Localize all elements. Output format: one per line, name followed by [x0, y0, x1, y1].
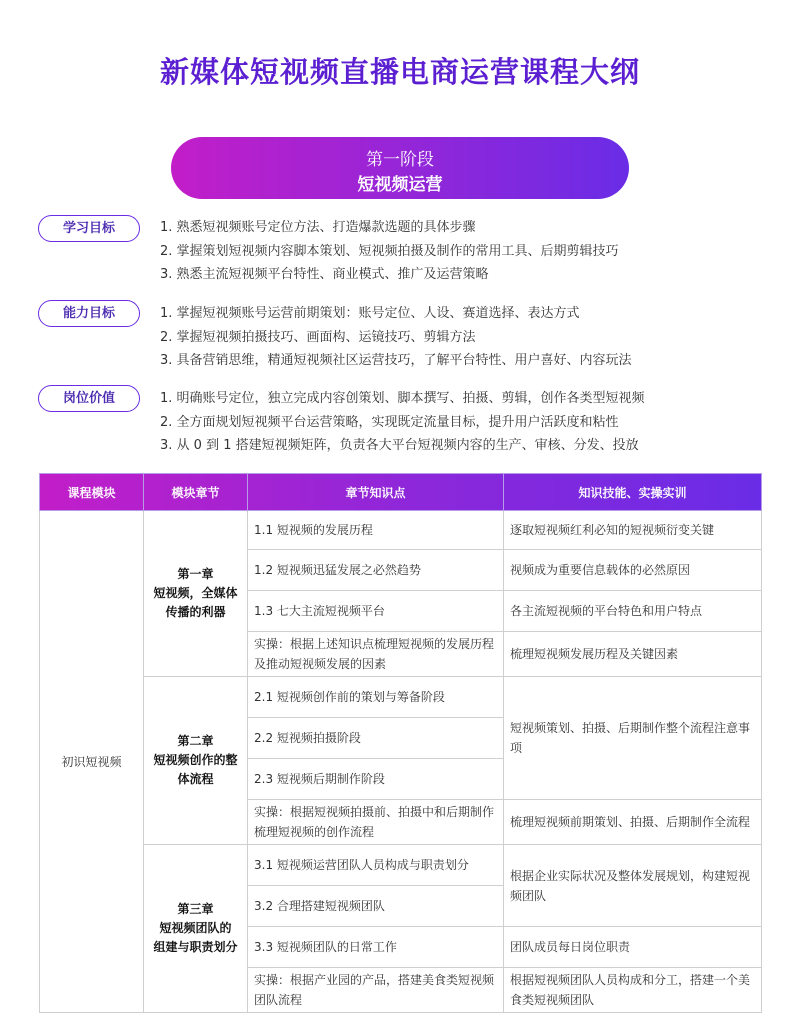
skill-cell: 短视频策划、拍摄、后期制作整个流程注意事项	[504, 677, 762, 800]
badge-ability-goals: 能力目标	[38, 300, 140, 327]
chapter-cell: 第三章 短视频团队的 组建与职责划分	[144, 845, 248, 1013]
list-item: 1. 掌握短视频账号运营前期策划：账号定位、人设、赛道选择、表达方式	[160, 306, 580, 321]
module-cell: 初识短视频	[40, 511, 144, 1013]
job-value-list	[160, 387, 645, 458]
header-chapter: 模块章节	[144, 474, 248, 511]
badge-learning-goals: 学习目标	[38, 215, 140, 242]
curriculum-table-wrapper	[39, 473, 761, 1013]
table-row	[40, 511, 762, 550]
knowledge-cell: 1.2 短视频迅猛发展之必然趋势	[248, 550, 504, 591]
table-row	[40, 845, 762, 886]
stage-banner	[171, 137, 629, 199]
knowledge-cell: 实操：根据产业园的产品，搭建美食类短视频团队流程	[248, 968, 504, 1013]
knowledge-cell: 2.1 短视频创作前的策划与筹备阶段	[248, 677, 504, 718]
skill-cell: 各主流短视频的平台特色和用户特点	[504, 591, 762, 632]
skill-cell: 梳理短视频前期策划、拍摄、后期制作全流程	[504, 800, 762, 845]
list-item: 1. 熟悉短视频账号定位方法、打造爆款选题的具体步骤	[160, 220, 476, 235]
chapter-cell: 第二章 短视频创作的整 体流程	[144, 677, 248, 845]
knowledge-cell: 3.3 短视频团队的日常工作	[248, 927, 504, 968]
knowledge-cell: 1.3 七大主流短视频平台	[248, 591, 504, 632]
list-item: 2. 掌握短视频拍摄技巧、画面构、运镜技巧、剪辑方法	[160, 329, 476, 345]
badge-job-value: 岗位价值	[38, 385, 140, 412]
learning-goals-list	[160, 216, 619, 287]
list-item: 3. 具备营销思维，精通短视频社区运营技巧，了解平台特性、用户喜好、内容玩法	[160, 353, 632, 368]
curriculum-table	[39, 473, 762, 1013]
knowledge-cell: 实操：根据短视频拍摄前、拍摄中和后期制作梳理短视频的创作流程	[248, 800, 504, 845]
header-knowledge-point: 章节知识点	[248, 474, 504, 511]
ability-goals-list	[160, 302, 632, 373]
stage-number: 第一阶段	[366, 150, 434, 170]
skill-cell: 根据企业实际状况及整体发展规划，构建短视频团队	[504, 845, 762, 927]
knowledge-cell: 实操：根据上述知识点梳理短视频的发展历程及推动短视频发展的因素	[248, 632, 504, 677]
list-item: 3. 从 0 到 1 搭建短视频矩阵，负责各大平台短视频内容的生产、审核、分发、投放	[160, 438, 639, 453]
table-header-row	[40, 474, 762, 511]
skill-cell: 视频成为重要信息载体的必然原因	[504, 550, 762, 591]
knowledge-cell: 2.3 短视频后期制作阶段	[248, 759, 504, 800]
header-skills: 知识技能、实操实训	[504, 474, 762, 511]
stage-title: 短视频运营	[357, 175, 443, 195]
skill-cell: 梳理短视频发展历程及关键因素	[504, 632, 762, 677]
chapter-cell: 第一章 短视频，全媒体 传播的利器	[144, 511, 248, 677]
knowledge-cell: 2.2 短视频拍摄阶段	[248, 718, 504, 759]
skill-cell: 团队成员每日岗位职责	[504, 927, 762, 968]
knowledge-cell: 3.2 合理搭建短视频团队	[248, 886, 504, 927]
skill-cell: 根据短视频团队人员构成和分工，搭建一个美食类短视频团队	[504, 968, 762, 1013]
list-item: 2. 全方面规划短视频平台运营策略，实现既定流量目标，提升用户活跃度和粘性	[160, 414, 619, 430]
skill-cell: 逐取短视频红利必知的短视频衍变关键	[504, 511, 762, 550]
knowledge-cell: 3.1 短视频运营团队人员构成与职责划分	[248, 845, 504, 886]
knowledge-cell: 1.1 短视频的发展历程	[248, 511, 504, 550]
list-item: 1. 明确账号定位，独立完成内容创策划、脚本撰写、拍摄、剪辑，创作各类型短视频	[160, 391, 645, 406]
list-item: 2. 掌握策划短视频内容脚本策划、短视频拍摄及制作的常用工具、后期剪辑技巧	[160, 243, 619, 259]
table-row	[40, 677, 762, 718]
page-title: 新媒体短视频直播电商运营课程大纲	[159, 55, 640, 89]
list-item: 3. 熟悉主流短视频平台特性、商业模式、推广及运营策略	[160, 267, 489, 282]
header-module: 课程模块	[40, 474, 144, 511]
